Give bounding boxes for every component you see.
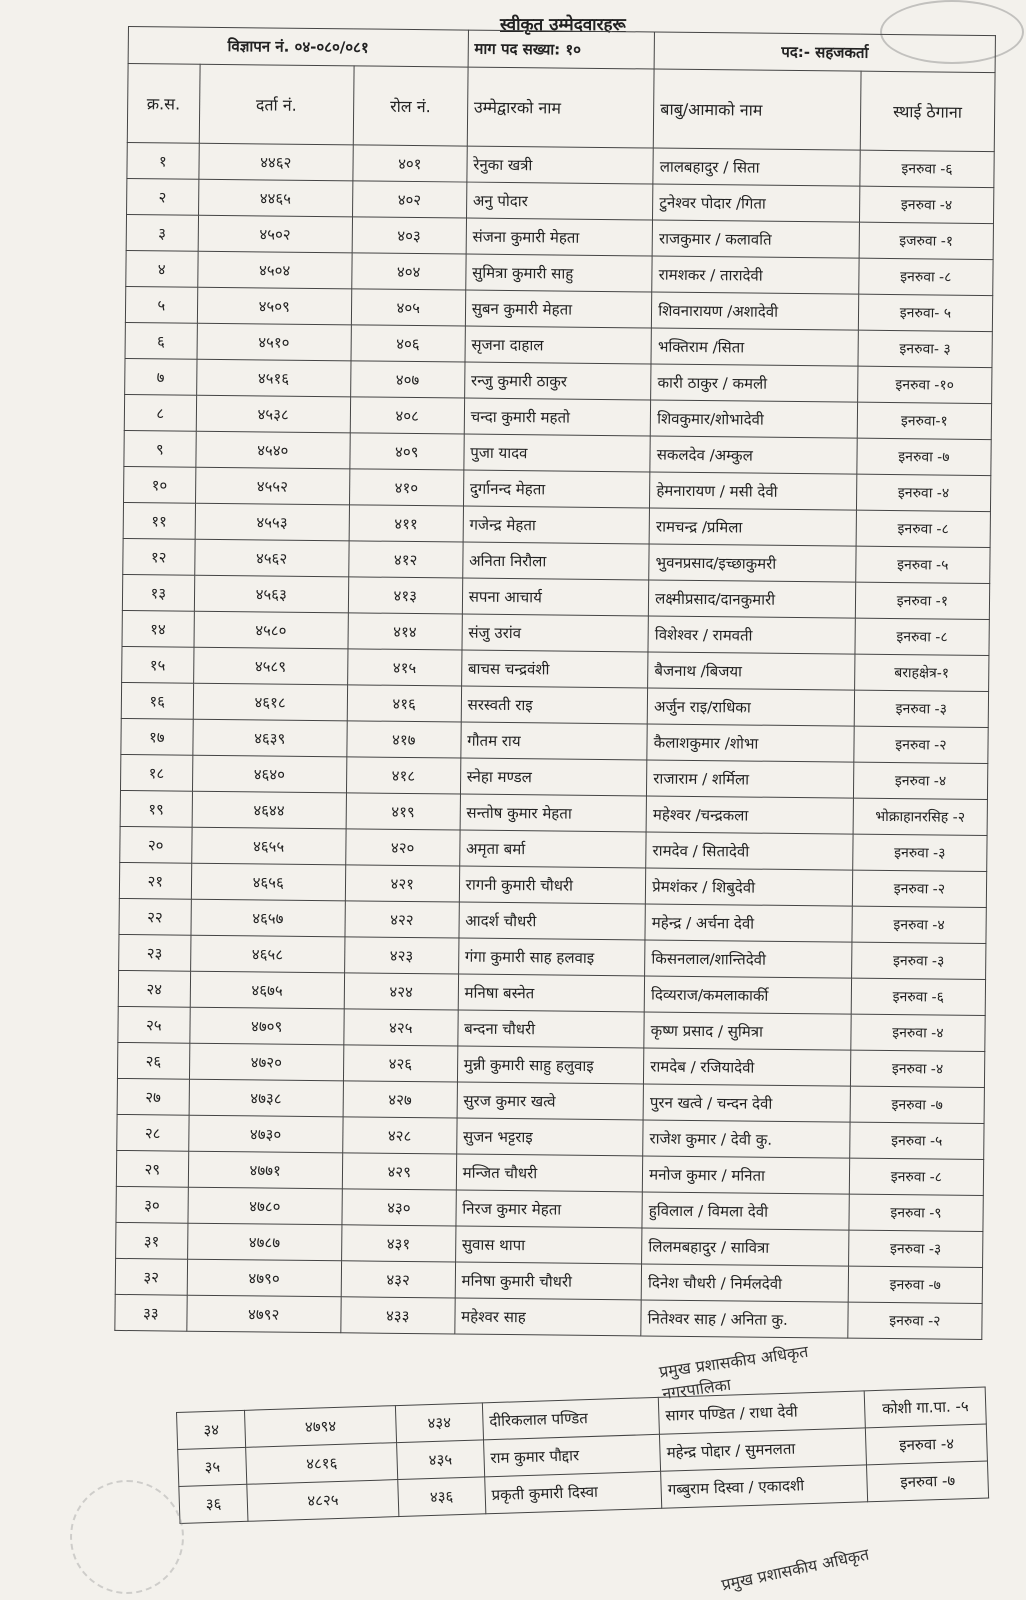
cell-parent: सागर पण्डित / राधा देवी xyxy=(658,1391,865,1434)
cell-parent: पुरन खत्वे / चन्दन देवी xyxy=(643,1084,850,1122)
cell-reg: ४६३९ xyxy=(192,719,347,757)
cell-parent: नितेश्वर साह / अनिता कु. xyxy=(641,1300,848,1338)
cell-roll: ४३० xyxy=(342,1189,456,1226)
cell-reg: ४५८० xyxy=(194,611,349,649)
cell-roll: ४१० xyxy=(349,469,463,506)
cell-address: इनरुवा -८ xyxy=(855,618,990,655)
cell-reg: ४७७१ xyxy=(188,1151,343,1189)
cell-parent: रामदेब / रजियादेवी xyxy=(644,1048,851,1086)
cell-parent: दिनेश चौधरी / निर्मलदेवी xyxy=(641,1264,848,1302)
cell-parent: कृष्ण प्रसाद / सुमित्रा xyxy=(644,1012,851,1050)
cell-parent: रामदेव / सितादेवी xyxy=(646,832,853,870)
cell-sn: ४ xyxy=(126,250,198,287)
cell-parent: सकलदेव /अम्कुल xyxy=(650,436,857,474)
cell-name: रन्जु कुमारी ठाकुर xyxy=(464,362,651,400)
cell-parent: भक्तिराम /सिता xyxy=(651,328,858,366)
cell-parent: महेश्वर /चन्द्रकला xyxy=(646,796,853,834)
cell-roll: ४१८ xyxy=(346,757,460,794)
cell-parent: लालबहादुर / सिता xyxy=(653,148,860,186)
cell-name: राम कुमार पौद्दार xyxy=(483,1434,660,1477)
cell-name: सपना आचार्य xyxy=(462,578,649,616)
cell-roll: ४२७ xyxy=(343,1081,457,1118)
cell-address: इनरुवा -२ xyxy=(848,1302,983,1339)
cell-parent: बैजनाथ /बिजया xyxy=(648,652,855,690)
cell-parent: विशेश्वर / रामवती xyxy=(648,616,855,654)
cell-roll: ४१४ xyxy=(348,613,462,650)
cell-name: सुबन कुमारी मेहता xyxy=(465,290,652,328)
cell-name: सरस्वती राइ xyxy=(461,686,648,724)
page-title: स्वीकृत उम्मेदवारहरू xyxy=(500,15,626,35)
cell-roll: ४०४ xyxy=(352,253,466,290)
round-stamp xyxy=(70,1480,184,1594)
cell-sn: २८ xyxy=(117,1114,189,1151)
header-candidate-name: उम्मेद्वारको नाम xyxy=(467,67,654,148)
cell-reg: ४६५५ xyxy=(191,827,346,865)
advertisement-number: विज्ञापन नं. ०४-०८०/०८१ xyxy=(128,27,468,68)
cell-address: इनरुवा -६ xyxy=(860,150,995,187)
cell-reg: ४७८० xyxy=(188,1187,343,1225)
cell-name: दीरिकलाल पण्डित xyxy=(482,1397,659,1440)
cell-address: इजरुवा -१ xyxy=(859,222,994,259)
cell-roll: ४३३ xyxy=(341,1297,455,1334)
cell-roll: ४०३ xyxy=(352,217,466,254)
cell-name: रागनी कुमारी चौधरी xyxy=(459,866,646,904)
cell-roll: ४१९ xyxy=(346,793,460,830)
cell-name: सुमित्रा कुमारी साहु xyxy=(465,254,652,292)
cell-reg: ४५५३ xyxy=(195,503,350,541)
cell-roll: ४३४ xyxy=(395,1403,483,1443)
cell-sn: ३१ xyxy=(116,1222,188,1259)
cell-parent: महेन्द्र पोद्दार / सुमनलता xyxy=(660,1428,867,1471)
cell-address: इनरुवा -७ xyxy=(867,1461,989,1502)
cell-address: इनरुवा -८ xyxy=(849,1158,984,1195)
header-roll: रोल नं. xyxy=(353,66,468,146)
cell-roll: ४३६ xyxy=(398,1477,486,1517)
signature-1-title: प्रमुख प्रशासकीय अधिकृत xyxy=(657,1341,810,1382)
cell-sn: २१ xyxy=(119,862,191,899)
post-title: पद:- सहजकर्ता xyxy=(654,32,995,73)
cell-sn: ३५ xyxy=(178,1447,247,1486)
cell-reg: ४७९२ xyxy=(186,1295,341,1333)
cell-reg: ४६१८ xyxy=(193,683,348,721)
cell-reg: ४४६५ xyxy=(198,179,353,217)
cell-parent: शिवनारायण /अशादेवी xyxy=(652,292,859,330)
cell-address: इनरुवा -३ xyxy=(848,1230,983,1267)
cell-roll: ४२५ xyxy=(344,1009,458,1046)
cell-roll: ४०५ xyxy=(351,289,465,326)
cell-sn: ३० xyxy=(116,1186,188,1223)
cell-reg: ४७३० xyxy=(188,1115,343,1153)
cell-reg: ४८२५ xyxy=(247,1480,399,1522)
cell-sn: १० xyxy=(124,466,196,503)
cell-name: मन्जित चौधरी xyxy=(456,1154,643,1192)
cell-reg: ४५१० xyxy=(197,323,352,361)
cell-address: इनरुवा -९ xyxy=(849,1194,984,1231)
cell-parent: प्रेमशंकर / शिबुदेवी xyxy=(646,868,853,906)
cell-name: सन्तोष कुमार मेहता xyxy=(460,794,647,832)
cell-name: संजना कुमारी मेहता xyxy=(466,218,653,256)
cell-address: इनरुवा -३ xyxy=(853,834,988,871)
cell-roll: ४०६ xyxy=(351,325,465,362)
header-sn: क्र.स. xyxy=(127,64,199,144)
cell-roll: ४३२ xyxy=(341,1261,455,1298)
cell-parent: भुवनप्रसाद/इच्छाकुमरी xyxy=(649,544,856,582)
cell-roll: ४०७ xyxy=(350,361,464,398)
cell-parent: कैलाशकुमार /शोभा xyxy=(647,724,854,762)
cell-parent: लक्ष्मीप्रसाद/दानकुमारी xyxy=(649,580,856,618)
cell-sn: ८ xyxy=(124,394,196,431)
cell-reg: ४५४० xyxy=(195,431,350,469)
cell-sn: २ xyxy=(127,178,199,215)
cell-address: इनरुवा -४ xyxy=(859,186,994,223)
cell-sn: १२ xyxy=(123,538,195,575)
cell-reg: ४७३८ xyxy=(189,1079,344,1117)
cell-sn: १३ xyxy=(122,574,194,611)
cell-parent: शिवकुमार/शोभादेवी xyxy=(650,400,857,438)
cell-roll: ४०२ xyxy=(352,181,466,218)
cell-parent: राजाराम / शर्मिला xyxy=(647,760,854,798)
cell-roll: ४३५ xyxy=(396,1440,484,1480)
cell-roll: ४२० xyxy=(346,829,460,866)
cell-roll: ४२६ xyxy=(343,1045,457,1082)
cell-name: रेनुका खत्री xyxy=(467,146,654,184)
header-address: स्थाई ठेगाना xyxy=(860,71,995,151)
cell-name: बाचस चन्द्रवंशी xyxy=(461,650,648,688)
signature-2: प्रमुख प्रशासकीय अधिकृत xyxy=(719,1544,871,1595)
cell-roll: ४१५ xyxy=(347,649,461,686)
cell-reg: ४५०२ xyxy=(198,215,353,253)
cell-roll: ४२३ xyxy=(344,937,458,974)
cell-reg: ४६४० xyxy=(192,755,347,793)
cell-name: गजेन्द्र मेहता xyxy=(463,506,650,544)
cell-address: इनरुवा -६ xyxy=(851,978,986,1015)
cell-address: इनरुवा -७ xyxy=(850,1086,985,1123)
cell-address: इनरुवा -८ xyxy=(856,510,991,547)
cell-reg: ४५६३ xyxy=(194,575,349,613)
cell-sn: ३४ xyxy=(177,1410,246,1449)
cell-roll: ४२९ xyxy=(342,1153,456,1190)
cell-roll: ४२२ xyxy=(345,901,459,938)
cell-address: कोशी गा.पा. -५ xyxy=(865,1387,987,1428)
cell-parent: रामचन्द्र /प्रमिला xyxy=(649,508,856,546)
cell-address: इनरुवा-१ xyxy=(857,402,992,439)
cell-name: चन्दा कुमारी महतो xyxy=(464,398,651,436)
cell-sn: १६ xyxy=(121,682,193,719)
cell-parent: रामशकर / तारादेवी xyxy=(652,256,859,294)
header-registration: दर्ता नं. xyxy=(199,64,354,145)
cell-name: सुजन भट्टराइ xyxy=(456,1118,643,1156)
cell-address: इनरुवा -४ xyxy=(850,1050,985,1087)
cell-name: दुर्गानन्द मेहता xyxy=(463,470,650,508)
cell-reg: ४७२० xyxy=(189,1043,344,1081)
cell-roll: ४०१ xyxy=(353,145,467,182)
cell-name: निरज कुमार मेहता xyxy=(456,1190,643,1228)
cell-parent: हुविलाल / विमला देवी xyxy=(642,1192,849,1230)
cell-roll: ४१३ xyxy=(348,577,462,614)
cell-sn: २२ xyxy=(119,898,191,935)
cell-address: इनरुवा- ३ xyxy=(858,330,993,367)
cell-sn: २७ xyxy=(117,1078,189,1115)
cell-reg: ४६५८ xyxy=(190,935,345,973)
cell-sn: २६ xyxy=(117,1042,189,1079)
cell-name: सुवास थापा xyxy=(455,1226,642,1264)
cell-reg: ४५६२ xyxy=(194,539,349,577)
cell-address: इनरुवा -७ xyxy=(857,438,992,475)
cell-name: पुजा यादव xyxy=(464,434,651,472)
cell-parent: किसनलाल/शान्तिदेवी xyxy=(645,940,852,978)
cell-address: इनरुवा -२ xyxy=(852,870,987,907)
cell-name: संजु उरांव xyxy=(462,614,649,652)
cell-parent: मनोज कुमार / मनिता xyxy=(643,1156,850,1194)
cell-reg: ४५३८ xyxy=(196,395,351,433)
cell-address: इनरुवा -४ xyxy=(856,474,991,511)
cell-name: प्रकृती कुमारी दिस्वा xyxy=(485,1471,662,1514)
cell-roll: ४१६ xyxy=(347,685,461,722)
cell-roll: ४२१ xyxy=(345,865,459,902)
cell-reg: ४६५७ xyxy=(191,899,346,937)
cell-name: बन्दना चौधरी xyxy=(458,1010,645,1048)
cell-reg: ४५८९ xyxy=(193,647,348,685)
cell-sn: ५ xyxy=(125,286,197,323)
cell-name: अनु पोदार xyxy=(466,182,653,220)
cell-reg: ४५०९ xyxy=(197,287,352,325)
cell-reg: ४५१६ xyxy=(196,359,351,397)
header-parent-name: बाबु/आमाको नाम xyxy=(653,69,860,150)
candidates-table xyxy=(114,26,996,1340)
cell-sn: १४ xyxy=(122,610,194,647)
additional-candidates-table xyxy=(176,1387,989,1524)
cell-parent: महेन्द्र / अर्चना देवी xyxy=(645,904,852,942)
cell-address: इनरुवा -५ xyxy=(856,546,991,583)
cell-sn: ३ xyxy=(126,214,198,251)
table-header-row xyxy=(127,64,995,152)
cell-roll: ४१२ xyxy=(349,541,463,578)
cell-address: इनरुवा -५ xyxy=(850,1122,985,1159)
cell-reg: ४७९४ xyxy=(245,1406,397,1448)
cell-parent: कारी ठाकुर / कमली xyxy=(651,364,858,402)
cell-parent: टुनेश्वर पोदार /गिता xyxy=(653,184,860,222)
cell-address: इनरुवा -१० xyxy=(857,366,992,403)
cell-parent: अर्जुन राइ/राधिका xyxy=(647,688,854,726)
cell-address: इनरुवा -३ xyxy=(851,942,986,979)
cell-roll: ४३१ xyxy=(341,1225,455,1262)
cell-roll: ४१७ xyxy=(347,721,461,758)
cell-sn: १ xyxy=(127,142,199,179)
cell-reg: ४५५२ xyxy=(195,467,350,505)
cell-parent: गब्बुराम दिस्वा / एकादशी xyxy=(661,1465,868,1508)
cell-address: इनरुवा -१ xyxy=(855,582,990,619)
cell-reg: ४७०९ xyxy=(189,1007,344,1045)
cell-reg: ४५०४ xyxy=(197,251,352,289)
cell-sn: ९ xyxy=(124,430,196,467)
cell-name: मनिषा कुमारी चौधरी xyxy=(455,1262,642,1300)
cell-sn: ६ xyxy=(125,322,197,359)
cell-parent: राजकुमार / कलावति xyxy=(652,220,859,258)
cell-roll: ४२४ xyxy=(344,973,458,1010)
cell-sn: ७ xyxy=(125,358,197,395)
cell-address: इनरुवा -४ xyxy=(866,1424,988,1465)
cell-reg: ४७९० xyxy=(187,1259,342,1297)
cell-name: अमृता बर्मा xyxy=(459,830,646,868)
cell-sn: २० xyxy=(120,826,192,863)
cell-reg: ४८१६ xyxy=(246,1443,398,1485)
cell-name: सृजना दाहाल xyxy=(465,326,652,364)
cell-name: मुन्नी कुमारी साहु हलुवाइ xyxy=(457,1046,644,1084)
cell-address: इनरुवा- ५ xyxy=(858,294,993,331)
cell-sn: २५ xyxy=(118,1006,190,1043)
cell-roll: ४२८ xyxy=(343,1117,457,1154)
cell-address: बराहक्षेत्र-१ xyxy=(854,654,989,691)
cell-name: स्नेहा मण्डल xyxy=(460,758,647,796)
cell-sn: २९ xyxy=(116,1150,188,1187)
cell-sn: ११ xyxy=(123,502,195,539)
cell-roll: ४११ xyxy=(349,505,463,542)
cell-reg: ४६५६ xyxy=(191,863,346,901)
cell-name: आदर्श चौधरी xyxy=(459,902,646,940)
cell-address: भोक्राहानरसिह -२ xyxy=(853,798,988,835)
cell-name: अनिता निरौला xyxy=(462,542,649,580)
cell-parent: राजेश कुमार / देवी कु. xyxy=(643,1120,850,1158)
cell-name: गौतम राय xyxy=(461,722,648,760)
cell-reg: ४४६२ xyxy=(198,143,353,181)
cell-roll: ४०९ xyxy=(350,433,464,470)
vacancy-count: माग पद सख्या: १० xyxy=(468,30,655,69)
cell-parent: हेमनारायण / मसी देवी xyxy=(650,472,857,510)
cell-sn: १८ xyxy=(120,754,192,791)
cell-parent: लिलमबहादुर / सावित्रा xyxy=(642,1228,849,1266)
cell-address: इनरुवा -७ xyxy=(848,1266,983,1303)
cell-name: महेश्वर साह xyxy=(455,1298,642,1336)
cell-reg: ४६४४ xyxy=(192,791,347,829)
cell-reg: ४७८७ xyxy=(187,1223,342,1261)
cell-sn: १७ xyxy=(121,718,193,755)
cell-sn: ३३ xyxy=(115,1294,187,1331)
cell-address: इनरुवा -४ xyxy=(852,906,987,943)
cell-sn: १९ xyxy=(120,790,192,827)
cell-sn: २४ xyxy=(118,970,190,1007)
cell-sn: २३ xyxy=(119,934,191,971)
cell-name: सुरज कुमार खत्वे xyxy=(457,1082,644,1120)
cell-roll: ४०८ xyxy=(350,397,464,434)
cell-sn: ३६ xyxy=(179,1484,248,1523)
cell-sn: १५ xyxy=(122,646,194,683)
cell-reg: ४६७५ xyxy=(190,971,345,1009)
cell-address: इनरुवा -४ xyxy=(853,762,988,799)
cell-sn: ३२ xyxy=(115,1258,187,1295)
cell-address: इनरुवा -८ xyxy=(859,258,994,295)
cell-address: इनरुवा -३ xyxy=(854,690,989,727)
signature-1-office: नगरपालिका xyxy=(661,1374,733,1404)
cell-name: मनिषा बस्नेत xyxy=(458,974,645,1012)
cell-address: इनरुवा -४ xyxy=(851,1014,986,1051)
cell-parent: दिव्यराज/कमलाकार्की xyxy=(644,976,851,1014)
table-row xyxy=(115,1294,982,1339)
cell-address: इनरुवा -२ xyxy=(854,726,989,763)
cell-name: गंगा कुमारी साह हलवाइ xyxy=(458,938,645,976)
